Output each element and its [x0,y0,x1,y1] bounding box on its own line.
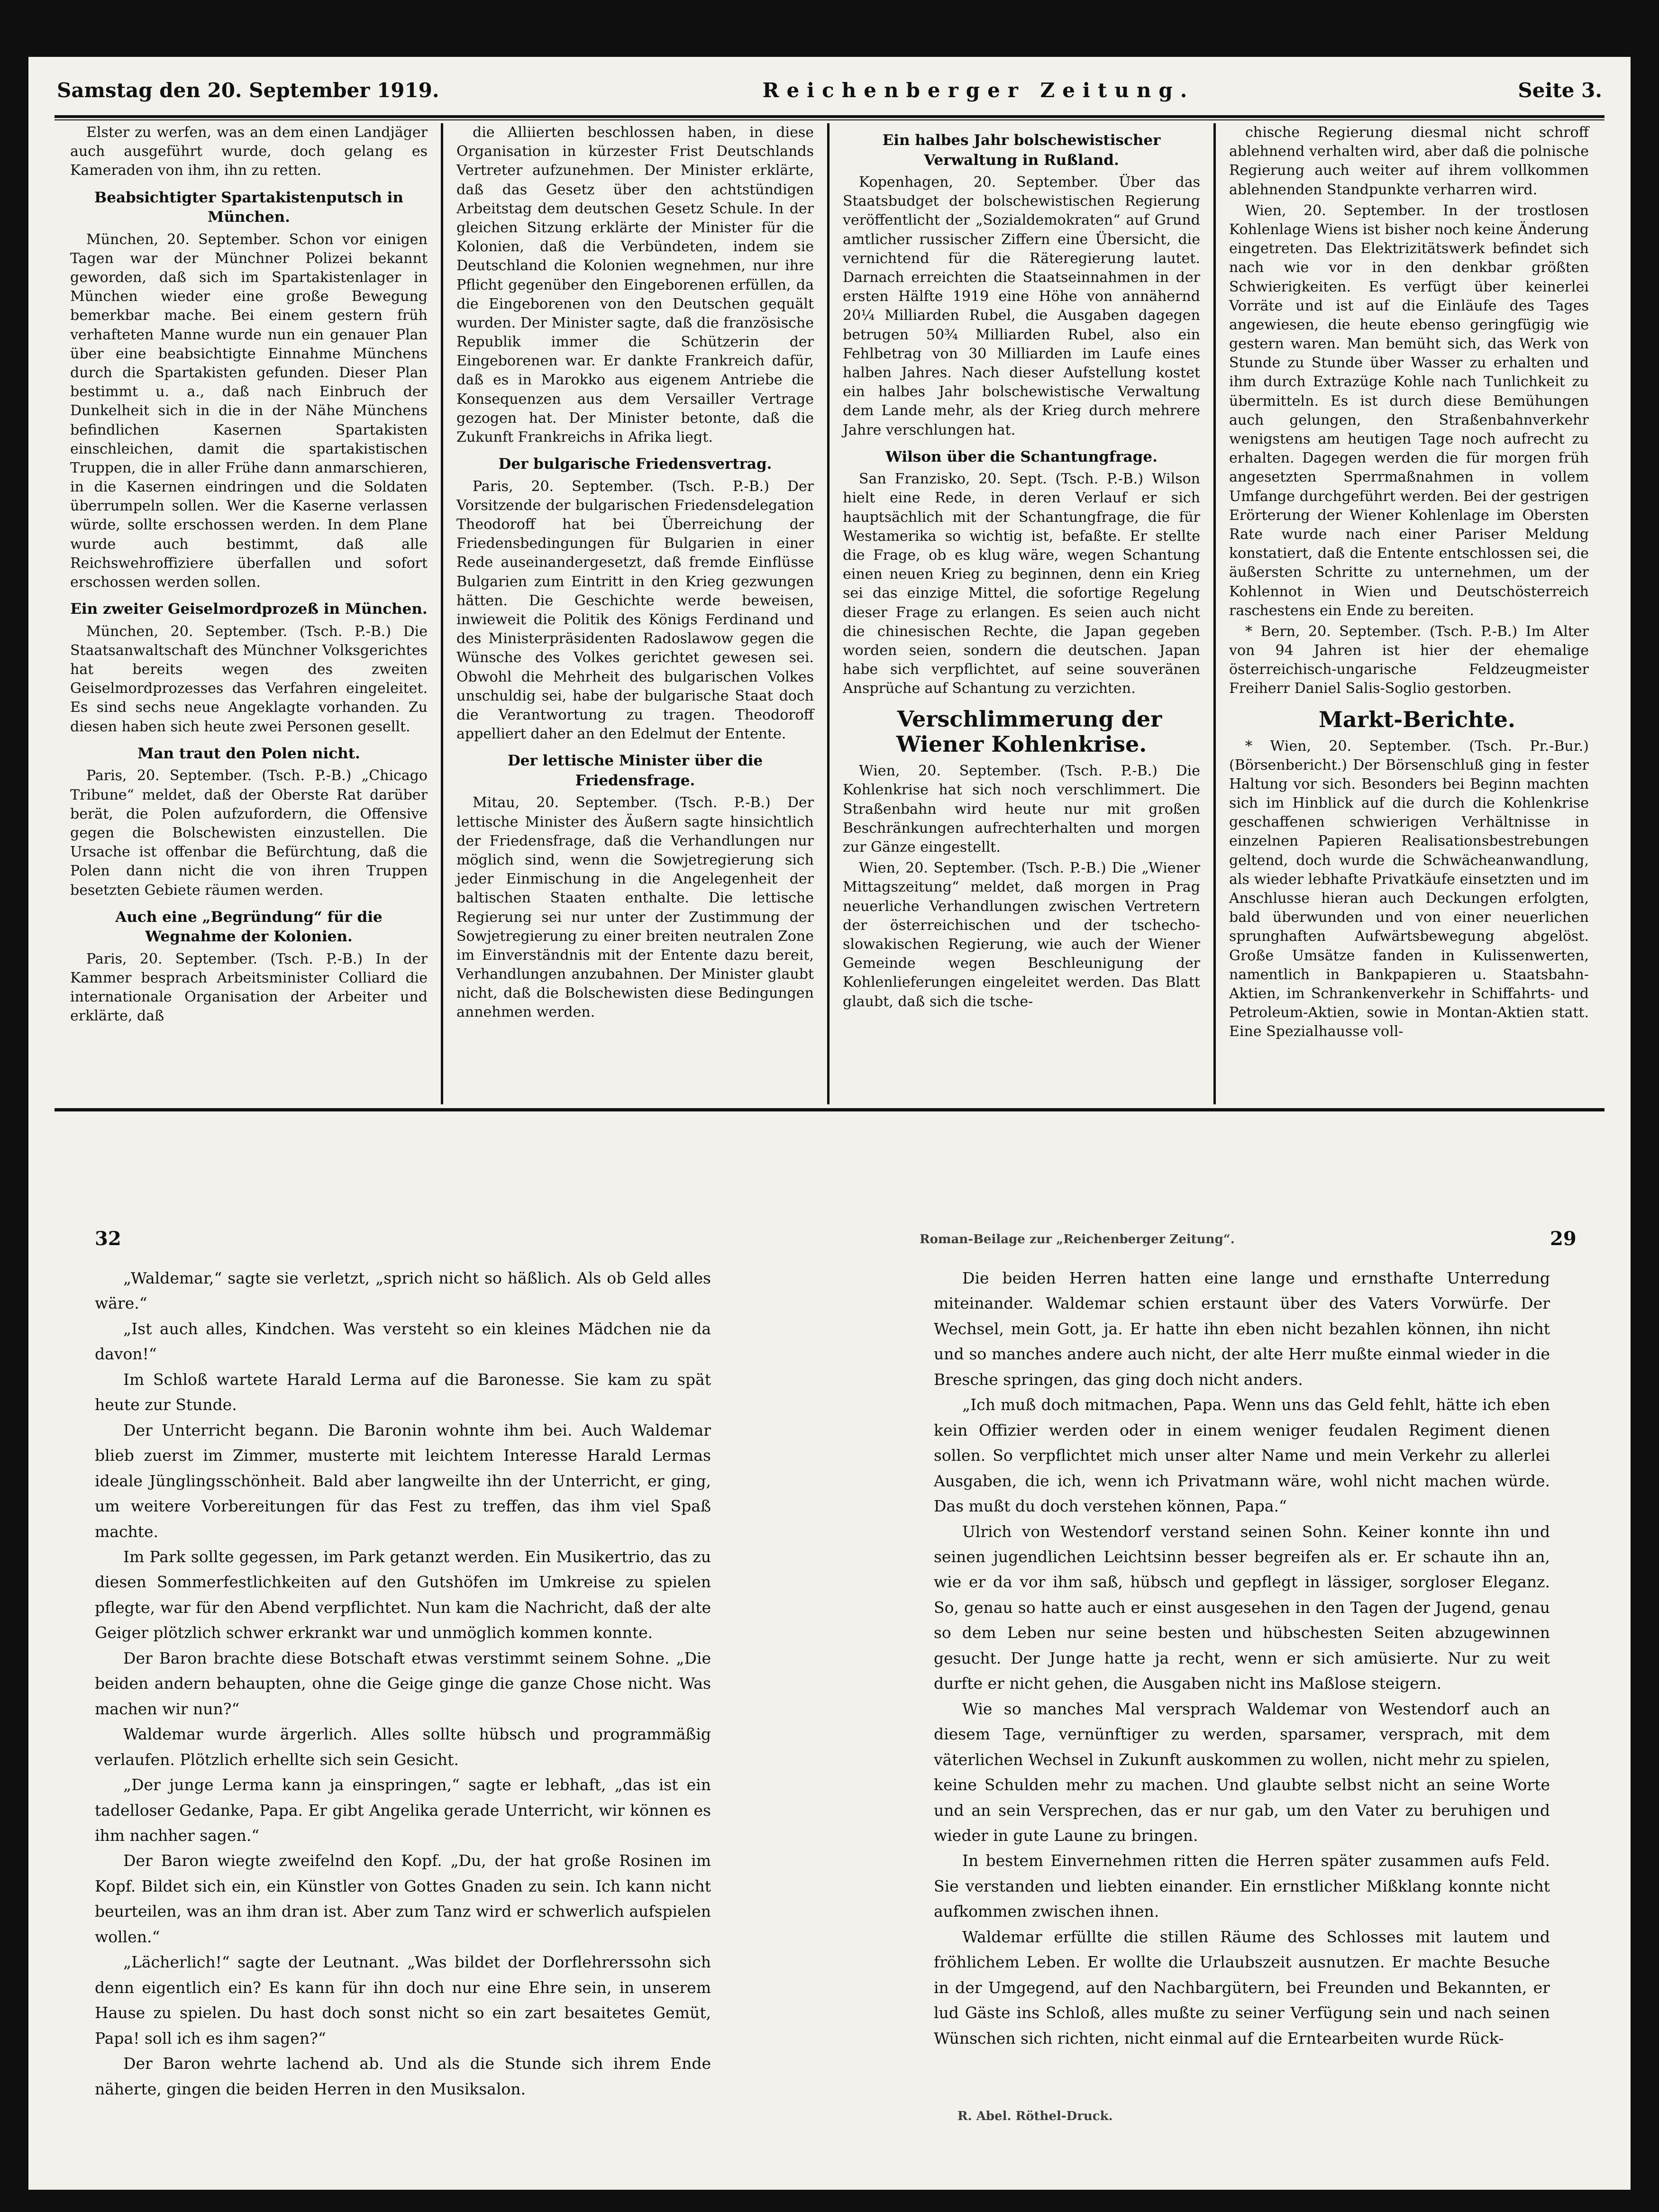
article-headline: Der bulgarische Friedensvertrag. [498,455,772,473]
newspaper-sheet [28,57,1631,2190]
article-headline: Wilson über die Schantungfrage. [885,448,1158,465]
article-paragraph: Wien, 20. September. In der trostlosen Kohlenlage Wiens ist bisher noch keine Änderung eingetreten. Das Elektrizitätswerk befindet sich nach wie vor in den denkbar größten Schwierigkeiten. Es verfügt über keinerlei Vorräte und ist auf die Einläufe des Tages angewiesen, die heute ebenso geringfügig wie gestern waren. Man bemüht sich, das Werk von Stunde zu Stunde über Wasser zu erhalten und ihm durch Extrazüge Kohle nach Tunlichkeit zu übermitteln. Es ist durch diese Bemühungen auch gelungen, den Straßenbahnverkehr wenigstens am heutigen Tage noch aufrecht zu erhalten. Dagegen werden die für morgen früh angesetzten Sperrmaßnahmen in vollem Umfange durchgeführt werden. Bei der gestrigen Erörterung der Wiener Kohlenlage im Obersten Rate wurde nach einer Pariser Meldung konstatiert, daß die Entente entschlossen sei, die äußersten Schritte zu unternehmen, um der Kohlennot in Wien und Deutschösterreich raschestens ein Ende zu bereiten. [1229,202,1589,619]
right-page-text [934,1265,1550,2051]
article-paragraph: Kopenhagen, 20. September. Über das Staatsbudget der bolschewistischen Regierung veröffentlicht der „Sozialdemokraten“ auf Grund amtlicher russischer Ziffern eine Übersicht, die vernichtend für die Räteregierung lautet. Darnach erreichten die Staatseinnahmen in der ersten Hälfte 1919 eine Höhe von annähernd 20¼ Milliarden Rubel, die Ausgaben dagegen betrugen 50¾ Milliarden Rubel, also ein Fehlbetrag von 30 Milliarden im Laufe eines halben Jahres. Nach dieser Aufstellung kostet ein halbes Jahr bolschewistische Verwaltung dem Lande mehr, als der Krieg durch mehrere Jahre verschlungen hat. [843,174,1200,438]
masthead-page: Seite 3. [1518,78,1602,102]
article-headline: Ein halbes Jahr bolschewistischer Verwaltung in Rußland. [882,132,1161,169]
printer-footer: R. Abel. Röthel-Druck. [957,2109,1113,2123]
news-column-1 [57,123,443,1104]
novel-paragraph: Der Baron wiegte zweifelnd den Kopf. „Du, der hat große Rosinen im Kopf. Bildet sich ein, ein Künstler von Gottes Gnaden zu sein. Ich kann nicht beurteilen, was an ihm dran ist. Aber zum Tanz wird er schwerlich aufspielen wollen.“ [95,1851,711,1946]
article-paragraph: Paris, 20. September. (Tsch. P.-B.) Der Vorsitzende der bulgarischen Friedensdelegation Theodoroff hat bei Überreichung der Friedensbedingungen für Bulgarien in einer Rede auseinandergesetzt, daß fremde Einflüsse Bulgarien zum Eintritt in den Krieg gezwungen hätten. Die Geschichte werde beweisen, inwieweit die Politik des Königs Ferdinand und des Ministerpräsidenten Radoslawow gegen die Wünsche des Volkes gerichtet gewesen sei. Obwohl die Mehrheit des bulgarischen Volkes unschuldig sei, habe der bulgarische Staat doch die Verantwortung zu tragen. Theodoroff appelliert daher an den Edelmut der Entente. [456,478,814,743]
novel-paragraph: „Lächerlich!“ sagte der Leutnant. „Was bildet der Dorflehrerssohn sich denn eigentlich ein? Es kann für ihn doch nur eine Ehre sein, in unserem Hause zu spielen. Du hast doch sonst nicht so ein zart besaitetes Gemüt, Papa! soll ich es ihm sagen?“ [95,1953,711,2048]
novel-paragraph: Waldemar wurde ärgerlich. Alles sollte hübsch und programmäßig verlaufen. Plötzlich erhellte sich sein Gesicht. [95,1725,711,1769]
masthead-rule-thin [55,119,1604,120]
serial-header: Roman-Beilage zur „Reichenberger Zeitung“. [920,1232,1235,1247]
serial-novel-pages [57,1213,1602,2161]
masthead-date: Samstag den 20. September 1919. [57,78,439,102]
novel-paragraph: Im Schloß wartete Harald Lerma auf die Baronesse. Sie kam zu spät heute zur Stunde. [95,1370,711,1414]
article-paragraph: Elster zu werfen, was an dem einen Landjäger auch ausgeführt wurde, doch gelang es Kameraden von ihm, ihn zu retten. [70,124,428,179]
novel-paragraph: Im Park sollte gegessen, im Park getanzt werden. Ein Musikertrio, das zu diesen Sommerfestlichkeiten auf den Gutshöfen im Umkreise zu spielen pflegte, war für den Abend verpflichtet. Nun kam die Nachricht, daß der alte Geiger plötzlich schwer erkrankt war und unmöglich kommen konnte. [95,1547,711,1642]
masthead-rule [55,115,1604,118]
article-paragraph: München, 20. September. Schon vor einigen Tagen war der Münchner Polizei bekannt geworden, daß sich im Spartakistenlager in München wieder eine große Bewegung bemerkbar mache. Bei einem gestern früh verhafteten Manne wurde nun ein genauer Plan über eine beabsichtigte Einnahme Münchens durch die Spartakisten gefunden. Dieser Plan bestimmt u. a., daß nach Einbruch der Dunkelheit sich in die in der Nähe Münchens befindlichen Kasernen Spartakisten einschleichen, damit die spartakistischen Truppen, die in aller Frühe dann anmarschieren, in die Kasernen eindringen und die Soldaten überrumpeln sollen. Wer die Kaserne verlassen würde, sollte erschossen werden. In dem Plane wurde auch bestimmt, daß alle Reichswehroffiziere überfallen und sofort erschossen werden sollen. [70,231,428,591]
article-paragraph: * Wien, 20. September. (Tsch. Pr.-Bur.) (Börsenbericht.) Der Börsenschluß ging in fester Haltung vor sich. Besonders bei Beginn machten sich im Hinblick auf die durch die Kohlenkrise geschaffenen schwierigen Verhältnisse in einzelnen Papieren Realisationsbestrebungen geltend, doch wurde die Schwächeanwandlung, als wieder lebhafte Privatkäufe einsetzten und im Anschlusse hieran auch Deckungen erfolgten, bald überwunden und von einer neuerlichen sprunghaften Aufwärtsbewegung abgelöst. Große Umsätze fanden in Kulissenwerten, namentlich in Bankpapieren u. Staatsbahn-Aktien, im Schrankenverkehr in Schiffahrts- und Petroleum-Aktien, sowie in Montan-Aktien statt. Eine Spezialhausse voll- [1229,737,1589,1040]
article-paragraph: Paris, 20. September. (Tsch. P.-B.) „Chicago Tribune“ meldet, daß der Oberste Rat darüber berät, die Polen aufzufordern, die Offensive gegen die Bolschewisten einzustellen. Die Ursache ist offenbar die Befürchtung, daß die Polen dann nicht die von ihren Truppen besetzten Gebiete räumen werden. [70,767,428,899]
article-headline: Auch eine „Begründung“ für die Wegnahme der Kolonien. [115,908,383,946]
right-page-number: 29 [1550,1228,1577,1250]
novel-paragraph: Die beiden Herren hatten eine lange und ernsthafte Unterredung miteinander. Waldemar schien erstaunt über des Vaters Vorwürfe. Der Wechsel, mein Gott, ja. Er hatte ihn eben nicht bezahlen können, ihn nicht und so manches andere auch nicht, der alte Herr mußte einmal wieder in die Bresche springen, das ging doch nicht anders. [934,1269,1550,1389]
article-paragraph: Wien, 20. September. (Tsch. P.-B.) Die „Wiener Mittagszeitung“ meldet, daß morgen in Prag neuerliche Verhandlungen zwischen Vertretern der österreichischen und der tschecho-slowakischen Regierung, wie auch der Wiener Gemeinde wegen Beschleunigung der Kohlenlieferungen eingeleitet werden. Das Blatt glaubt, daß sich die tsche- [843,860,1200,1010]
novel-paragraph: „Der junge Lerma kann ja einspringen,“ sagte er lebhaft, „das ist ein tadelloser Gedanke, Papa. Er gibt Angelika gerade Unterricht, wir können es ihm nachher sagen.“ [95,1775,711,1845]
news-column-3 [830,123,1216,1104]
novel-paragraph: „Waldemar,“ sagte sie verletzt, „sprich nicht so häßlich. Als ob Geld alles wäre.“ [95,1269,711,1313]
article-paragraph: * Bern, 20. September. (Tsch. P.-B.) Im Alter von 94 Jahren ist hier der ehemalige österreichisch-ungarische Feldzeugmeister Freiherr Daniel Salis-Soglio gestorben. [1229,623,1589,697]
article-paragraph: chische Regierung diesmal nicht schroff ablehnend verhalten wird, aber daß die polnische Regierung auch weiter auf ihrem vollkommen ablehnenden Standpunkte verharren wird. [1229,124,1589,198]
novel-paragraph: Der Unterricht begann. Die Baronin wohnte ihm bei. Auch Waldemar blieb zuerst im Zimmer, musterte mit leichtem Interesse Harald Lermas ideale Jünglingsschönheit. Bald aber langweilte ihn der Unterricht, er ging, um weitere Vorbereitungen für das Fest zu treffen, das ihm viel Spaß machte. [95,1420,711,1541]
article-headline: Man traut den Polen nicht. [137,745,360,762]
masthead [57,66,1602,114]
article-headline: Verschlimmerung der Wiener Kohlenkrise. [896,706,1162,757]
article-paragraph: Wien, 20. September. (Tsch. P.-B.) Die Kohlenkrise hat sich noch verschlimmert. Die Straßenbahn wird heute nur mit großen Beschränkungen aufrechterhalten und morgen zur Gänze eingestellt. [843,763,1200,856]
news-column-2 [443,123,830,1104]
novel-paragraph: Wie so manches Mal versprach Waldemar von Westendorf auch an diesem Tage, vernünftiger zu werden, sparsamer, versprach, mit dem väterlichen Wechsel in Zukunft auskommen zu wollen, nicht mehr zu spielen, keine Schulden mehr zu machen. Und glaubte selbst nicht an seine Worte und an sein Versprechen, das er nur gab, um den Vater zu beruhigen und wieder in gute Laune zu bringen. [934,1699,1550,1845]
novel-paragraph: Der Baron wehrte lachend ab. Und als die Stunde sich ihrem Ende näherte, gingen die beiden Herren in den Musiksalon. [95,2054,711,2098]
article-paragraph: Paris, 20. September. (Tsch. P.-B.) In der Kammer besprach Arbeitsminister Colliard die internationale Organisation der Arbeiter und erklärte, daß [70,950,428,1025]
novel-paragraph: „Ich muß doch mitmachen, Papa. Wenn uns das Geld fehlt, hätte ich eben kein Offizier werden oder in einem weniger feudalen Regiment dienen sollen. So verpflichtet mich unser alter Name und mein Verkehr zu allerlei Ausgaben, die ich, wenn ich Privatmann wäre, wohl nicht machen würde. Das mußt du doch verstehen können, Papa.“ [934,1395,1550,1516]
article-paragraph: Mitau, 20. September. (Tsch. P.-B.) Der lettische Minister des Äußern sagte hinsichtlich der Friedensfrage, daß die Verhandlungen nur möglich sind, wenn die Sowjetregierung sich jeder Einmischung in die Angelegenheit der baltischen Staaten enthalte. Die lettische Regierung sei nur unter der Zustimmung der Sowjetregierung zu einer breiten neutralen Zone im Einverständnis mit der Entente dazu bereit, Verhandlungen anzubahnen. Der Minister glaubt nicht, daß die Bolschewisten diese Bedingungen annehmen werden. [456,794,814,1021]
left-page-text [95,1265,711,2102]
article-headline: Ein zweiter Geiselmordprozeß in München. [70,601,428,618]
masthead-title: Reichenberger Zeitung. [762,78,1195,102]
novel-paragraph: Waldemar erfüllte die stillen Räume des Schlosses mit lautem und fröhlichem Leben. Er wollte die Urlaubszeit ausnutzen. Er machte Besuche in der Umgegend, auf den Nachbargütern, bei Freunden und Bekannten, er lud Gäste ins Schloß, alles mußte zu seiner Verfügung sein und nach seinen Wünschen sich richten, nicht einmal auf die Erntearbeiten wurde Rück- [934,1927,1550,2048]
article-headline: Der lettische Minister über die Friedensfrage. [507,752,763,789]
article-headline: Beabsichtigter Spartakistenputsch in München. [94,189,403,226]
novel-paragraph: In bestem Einvernehmen ritten die Herren später zusammen aufs Feld. Sie verstanden und liebten einander. Ein ernstlicher Mißklang konnte nicht aufkommen zwischen ihnen. [934,1851,1550,1921]
article-paragraph: München, 20. September. (Tsch. P.-B.) Die Staatsanwaltschaft des Münchner Volksgerichtes hat bereits wegen des zweiten Geiselmordprozesses das Verfahren eingeleitet. Es sind sechs neue Angeklagte vorhanden. Zu diesen haben sich heute zwei Personen gesellt. [70,623,428,735]
section-bottom-rule [55,1108,1604,1111]
left-page-number: 32 [95,1228,121,1250]
novel-paragraph: „Ist auch alles, Kindchen. Was versteht so ein kleines Mädchen nie da davon!“ [95,1319,711,1364]
news-column-4 [1216,123,1602,1104]
article-paragraph: San Franzisko, 20. Sept. (Tsch. P.-B.) Wilson hielt eine Rede, in deren Verlauf er sich hauptsächlich mit der Schantungfrage, die für Westamerika so wichtig ist, befaßte. Er stellte die Frage, ob es klug wäre, wegen Schantung einen neuen Krieg zu beginnen, denn ein Krieg sei das einzige Mittel, die sofortige Regelung dieser Frage zu erlangen. Es seien auch nicht die chinesischen Rechte, die Japan gegeben worden seien, sondern die deutschen. Japan habe sich verpflichtet, auf seine souveränen Ansprüche auf Schantung zu verzichten. [843,471,1200,697]
article-headline: Markt-Berichte. [1318,706,1515,732]
article-paragraph: die Alliierten beschlossen haben, in diese Organisation in kürzester Frist Deutschlands Vertreter aufzunehmen. Der Minister erklärte, daß das Gesetz über den achtstündigen Arbeitstag dem deutschen Gesetz Schule. In der gleichen Sitzung erklärte der Minister für die Kolonien, daß die Verbündeten, indem sie Deutschland die Kolonien wegnehmen, nur ihre Pflicht gegenüber den Eingeborenen erfüllen, da die Eingeborenen von den Deutschen gequält wurden. Der Minister sagte, daß die französische Republik immer die Schützerin der Eingeborenen war. Er dankte Frankreich dafür, daß es in Marokko aus eigenem Antriebe die Konsequenzen aus dem Versailler Vertrage gezogen hat. Der Minister betonte, daß die Zukunft Frankreichs in Afrika liegt. [456,124,814,446]
novel-paragraph: Ulrich von Westendorf verstand seinen Sohn. Keiner konnte ihn und seinen jugendlichen Leichtsinn besser begreifen als er. Er schaute ihn an, wie er da vor ihm saß, hübsch und gepflegt in lässiger, sorgloser Eleganz. So, genau so hatte auch er einst ausgesehen in den Tagen der Jugend, genau so dem Leben nur seine besten und hübschesten Seiten abzugewinnen gesucht. Der Junge hatte ja recht, wenn er sich amüsierte. Nur zu weit durfte er nicht gehen, die Ausgaben nicht ins Maßlose steigern. [934,1522,1550,1693]
novel-paragraph: Der Baron brachte diese Botschaft etwas verstimmt seinem Sohne. „Die beiden andern behaupten, ohne die Geige ginge die ganze Chose nicht. Was machen wir nun?“ [95,1648,711,1718]
news-columns [57,123,1602,1104]
